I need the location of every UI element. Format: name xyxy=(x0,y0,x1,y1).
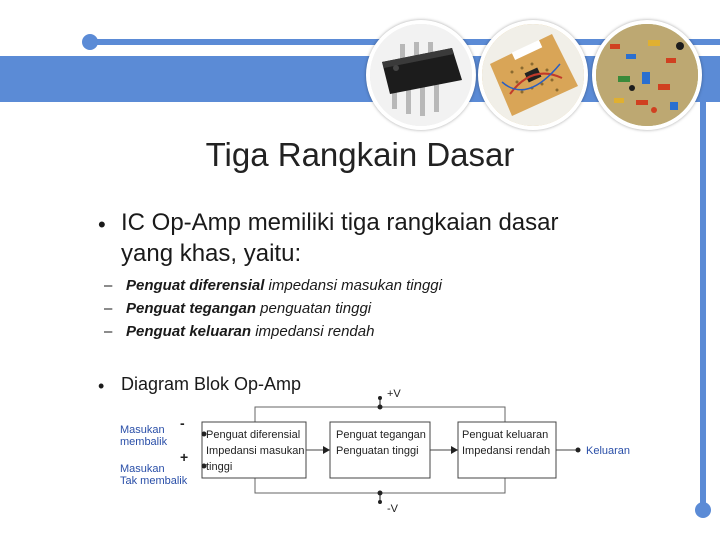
inverting-input-label-1: Masukan xyxy=(120,424,165,436)
dash-mark: – xyxy=(104,323,113,340)
sub-item xyxy=(104,300,372,317)
block3-line2: Impedansi rendah xyxy=(462,445,551,457)
ic-chip-photo xyxy=(366,20,476,130)
noninverting-input-node xyxy=(202,464,207,469)
sub-item xyxy=(104,323,375,340)
sub-item-text: penguatan tinggi xyxy=(256,300,372,317)
noninverting-input-label-1: Masukan xyxy=(120,463,165,475)
sub-item xyxy=(104,277,442,294)
bullet-dot: • xyxy=(98,376,105,396)
plus-sign: + xyxy=(180,449,189,465)
circuit-board-photo xyxy=(592,20,702,130)
dash-mark: – xyxy=(104,300,113,317)
sub-item-bold: Penguat tegangan xyxy=(126,300,257,317)
top-line-dot xyxy=(82,34,98,50)
noninverting-input-label-2: Tak membalik xyxy=(120,475,188,487)
tester-board-photo xyxy=(478,20,588,130)
sub-item-text: impedansi masukan tinggi xyxy=(264,277,442,294)
dash-mark: – xyxy=(104,277,113,294)
slide-title: Tiga Rangkain Dasar xyxy=(205,136,515,173)
bullet-dot: • xyxy=(98,212,106,237)
minus-sign: - xyxy=(180,415,185,431)
block1-line2: Impedansi masukan xyxy=(206,445,305,457)
supply-bottom-label: -V xyxy=(387,503,398,515)
block2-line1: Penguat tegangan xyxy=(336,429,426,441)
output-node xyxy=(576,448,581,453)
sub-item-bold: Penguat diferensial xyxy=(126,277,265,294)
bullet-2-line-1: Diagram Blok Op-Amp xyxy=(121,374,302,394)
bullet-1-line-1: IC Op-Amp memiliki tiga rangkaian dasar xyxy=(121,209,559,236)
sub-item-bold: Penguat keluaran xyxy=(126,323,252,340)
block3-line1: Penguat keluaran xyxy=(462,429,549,441)
block1-line3: tinggi xyxy=(206,461,233,473)
block1-line1: Penguat diferensial xyxy=(206,429,301,441)
right-line-dot xyxy=(695,502,711,518)
bullet-1-line-2: yang khas, yaitu: xyxy=(121,240,302,267)
sub-item-text: impedansi rendah xyxy=(251,323,375,340)
bottom-supply-node xyxy=(378,491,383,496)
top-supply-node xyxy=(378,405,383,410)
supply-top-label: +V xyxy=(387,388,401,400)
inverting-input-label-2: membalik xyxy=(120,436,168,448)
op-amp-block-diagram xyxy=(100,380,660,520)
block2-line2: Penguatan tinggi xyxy=(336,445,419,457)
output-label: Keluaran xyxy=(586,445,631,457)
inverting-input-node xyxy=(202,432,207,437)
